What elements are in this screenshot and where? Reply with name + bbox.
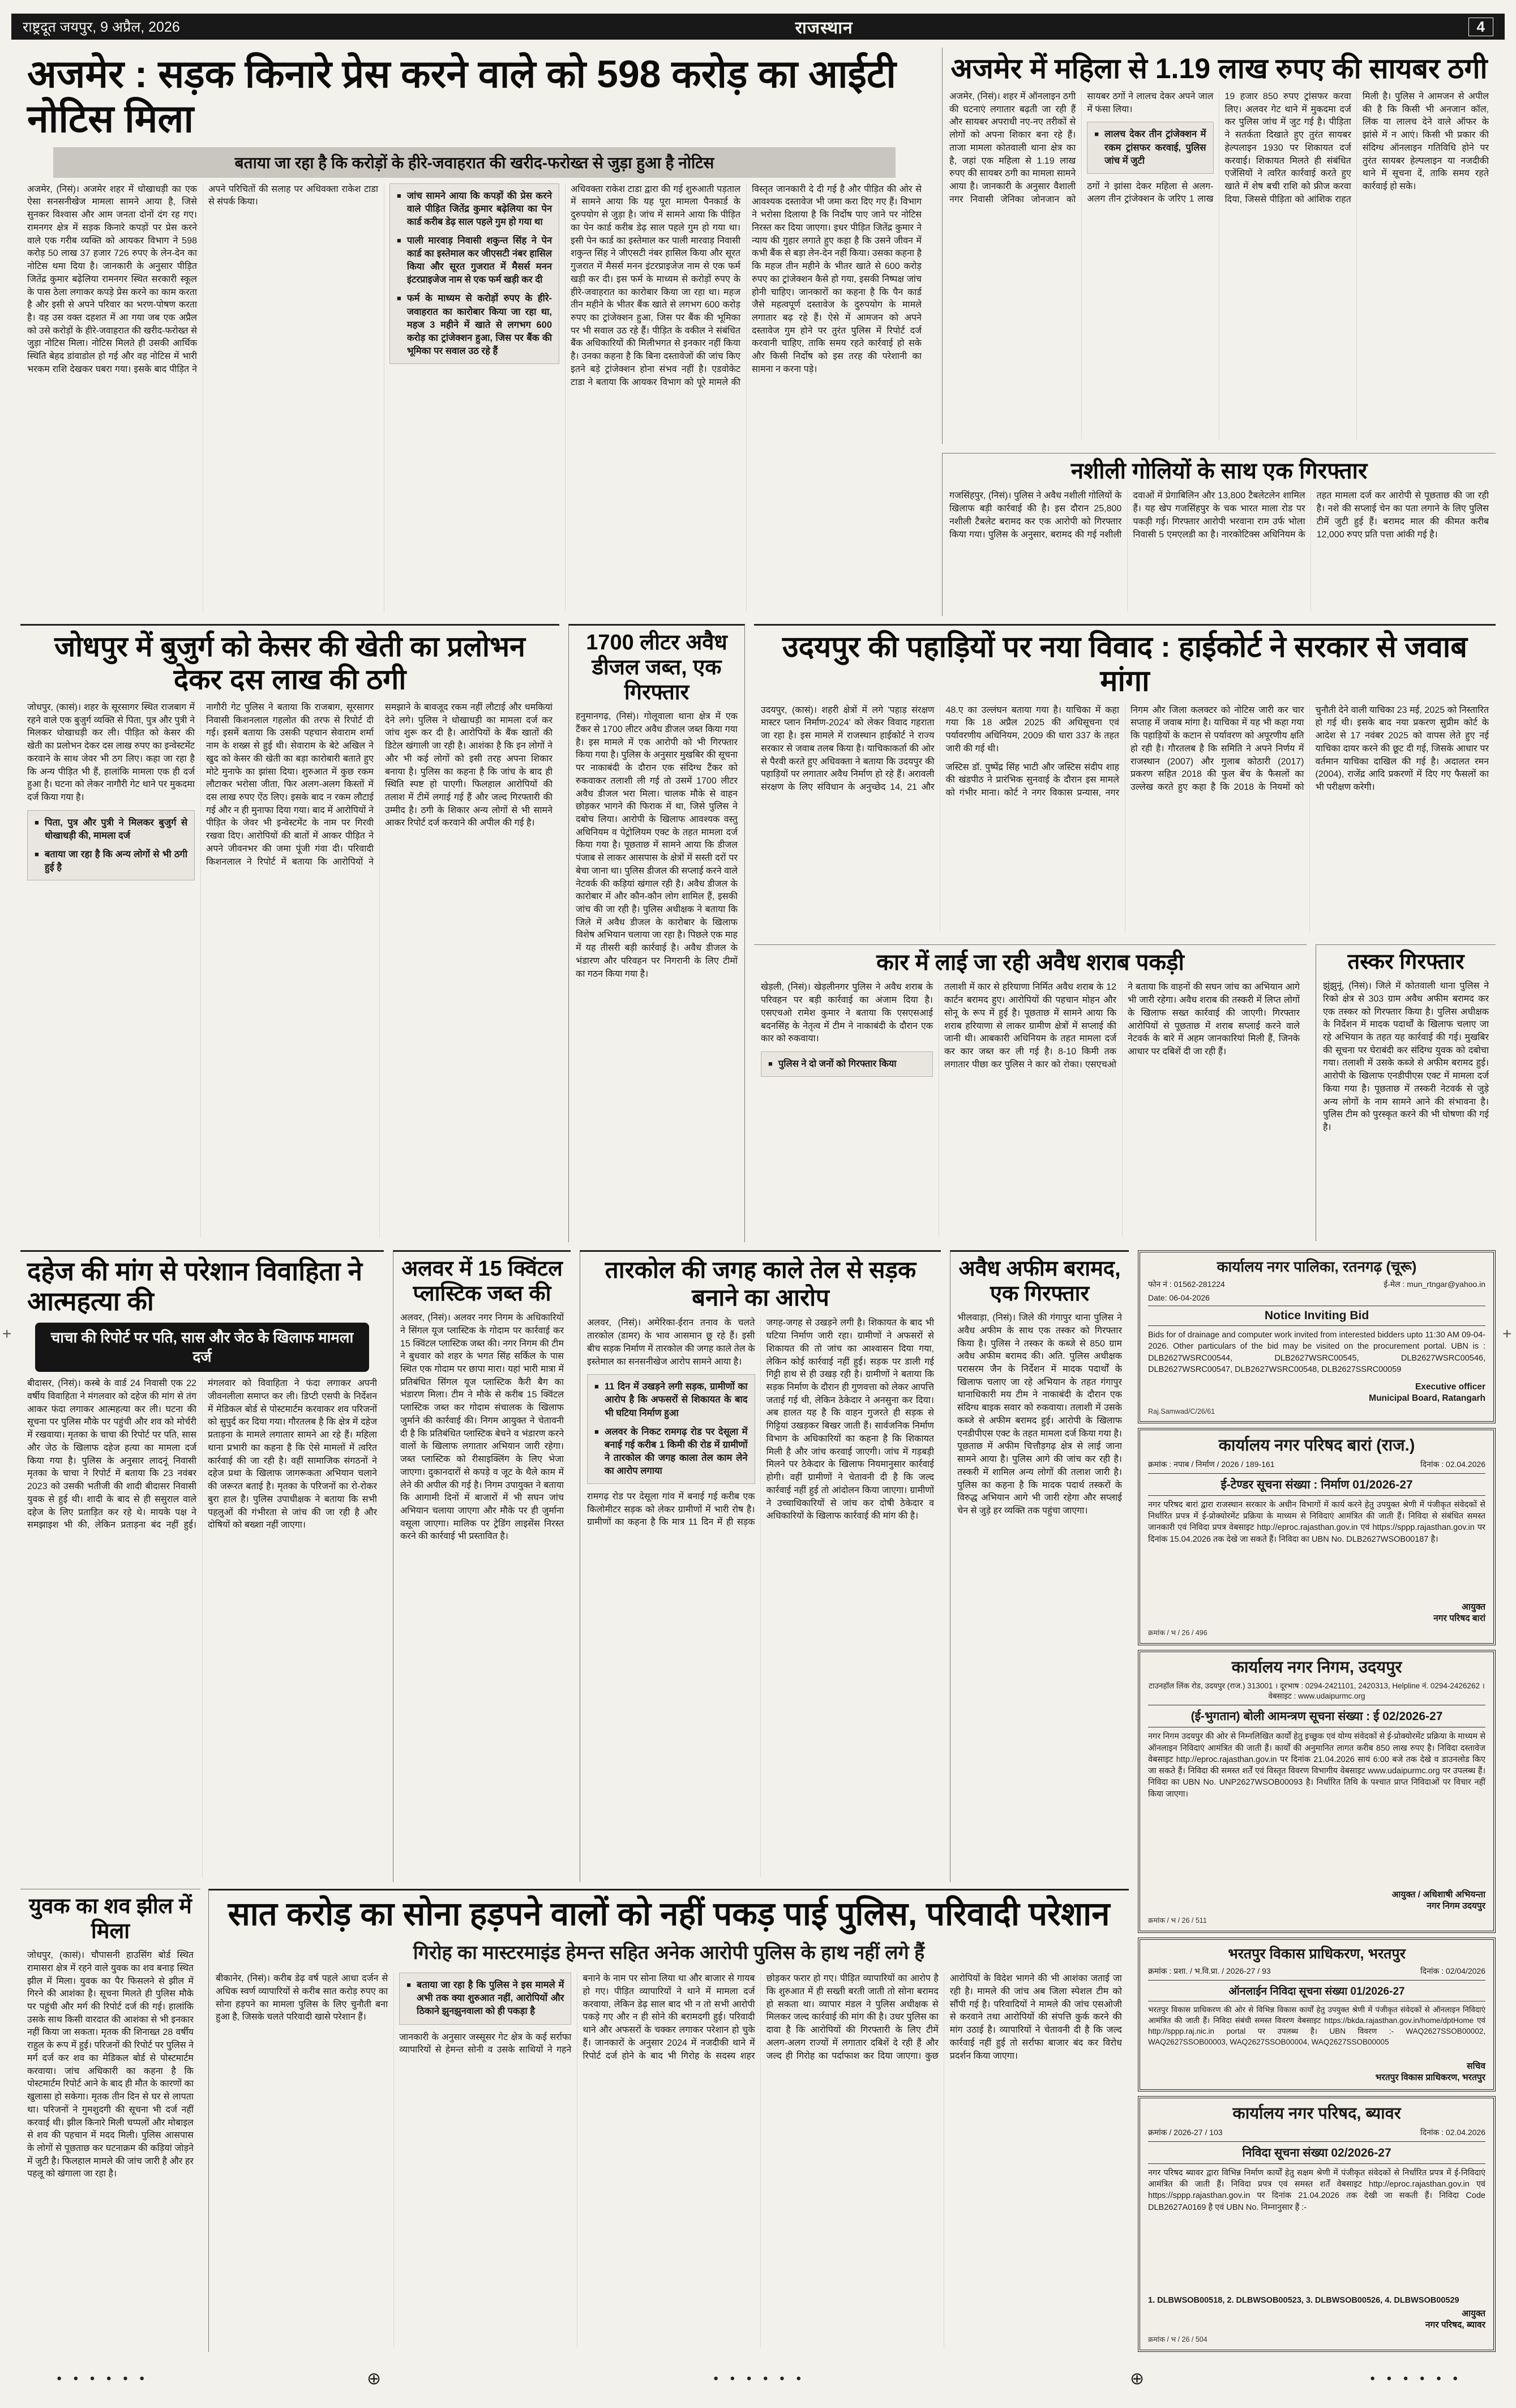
ad-email: ई-मेल : mun_rtngar@yahoo.in	[1384, 1280, 1485, 1289]
article-cyber-fraud	[942, 48, 1496, 444]
article-body	[949, 91, 1489, 439]
article-title: दहेज की मांग से परेशान विवाहिता ने आत्महत्या की	[27, 1256, 362, 1316]
bullet-square-icon: ■	[397, 191, 401, 200]
article-body	[27, 702, 553, 1238]
ad-sign-org: नगर निगम उदयपुर	[1427, 1901, 1485, 1911]
ad-heading: (ई-भुगतान) बोली आमन्त्रण सूचना संख्या : ई 02/2026-27	[1148, 1705, 1485, 1727]
article-pills-seized	[942, 453, 1496, 616]
registration-dots: ● ● ● ● ● ●	[1370, 2373, 1463, 2383]
article-paragraph: अजमेर, (निसं)। अजमेर शहर में धोखाधड़ी का एक ऐसा सनसनीखेज मामला सामने आया है, जिसे सुनकर विश्वास और आम जनता दोनों दंग रह गए। रामनगर क्षेत्र में सड़क किनारे कपड़ों पर प्रेस करने वाले एक गरीब व्यक्ति को आयकर विभाग ने 598 करोड़ 50 लाख 37 हजार 726 रुपए के लेन-देन का नोटिस थमा दिया है। जानकारी के अनुसार पीड़ित जितेंद्र कुमार बढ़ेलिया रामनगर स्थित सरकारी स्कूल के पास ठेला लगाकर कपड़े प्रेस करने का काम करता है और इसी से अपने परिवार का भरण-पोषण करता है। वह उस वक्त दहशत में आ गया जब एक अप्रैल को उसे करोड़ों के हीरे-जवाहरात की खरीद-फरोख्त से जुड़ा नोटिस मिला। नोटिस मिलते ही उसकी आर्थिक स्थिति बेहद डांवाडोल हो गई और वह नोटिस में भारी भरकम राशि देखकर घबरा गया। इसके बाद पीड़ित ने अपने परिचितों की सलाह पर अधिवक्ता राकेश टाडा से संपर्क किया।	[27, 184, 378, 374]
ad-bharatpur-authority	[1138, 1937, 1496, 2092]
article-kesar-fraud	[20, 624, 559, 1242]
article-opium-seized	[950, 1250, 1129, 1882]
ad-sign-org: भरतपुर विकास प्राधिकरण, भरतपुर	[1375, 2072, 1485, 2082]
ad-ratangarh-municipal	[1138, 1250, 1496, 1423]
ad-ubn-list: 1. DLBWSOB00518, 2. DLBWSOB00523, 3. DLBWSOB00526, 4. DLBWSOB00529	[1148, 2295, 1459, 2305]
ad-title: कार्यालय नगर परिषद बारां (राज.)	[1218, 1436, 1415, 1455]
ad-beawar-council	[1138, 2096, 1496, 2352]
highlight-item	[397, 234, 552, 286]
article-subtitle-bar: बताया जा रहा है कि करोड़ों के हीरे-जवाहरात की खरीद-फरोख्त से जुड़ा हुआ है नोटिस	[53, 147, 896, 178]
ad-sign-role: Executive officer	[1415, 1382, 1485, 1392]
article-title: अजमेर में महिला से 1.19 लाख रुपए की सायबर ठगी	[950, 53, 1488, 84]
highlights-box	[399, 1973, 571, 2024]
ad-phone: फोन नं : 01562-281224	[1148, 1280, 1225, 1289]
ad-ref-number: क्रमांक : प्रशा. / भ.वि.प्रा. / 2026-27 / 93	[1148, 1966, 1271, 1975]
ad-date: Date: 06-04-2026	[1148, 1293, 1210, 1303]
article-paragraph: बीदासर, (निसं)। कस्बे के वार्ड 24 निवासी एक 22 वर्षीय विवाहिता ने मंगलवार को दहेज की मांग से तंग आकर फंदा लगाकर आत्महत्या कर ली। घटना की सूचना पर पुलिस मौके पर पहुंची और शव को मोर्चरी में रखवाया। मृतका के चाचा की रिपोर्ट पर पति, सास और जेठ के खिलाफ दहेज हत्या का मामला दर्ज किया गया है। पुलिस के अनुसार लादनूं निवासी मृतका के चाचा ने रिपोर्ट में बताया कि 23 नवंबर 2023 को उसकी भतीजी की शादी बीदासर निवासी युवक से हुई थी। शादी के बाद से ही ससुराल वाले दहेज के लिए प्रताड़ित कर रहे थे। मायके पक्ष ने समझाइश भी की, लेकिन प्रताड़ना बंद नहीं हुई। मंगलवार को विवाहिता ने फंदा लगाकर अपनी जीवनलीला समाप्त कर ली। डिप्टी एसपी के निर्देशन में मेडिकल बोर्ड से पोस्टमार्टम करवाकर शव परिजनों को सुपुर्द कर दिया गया। गौरतलब है कि क्षेत्र में दहेज प्रताड़ना के मामले लगातार सामने आ रहे हैं। महिला थाना प्रभारी का कहना है कि ऐसे मामलों में त्वरित कार्रवाई की जा रही है। वहीं सामाजिक संगठनों ने दहेज प्रथा के खिलाफ जागरूकता अभियान चलाने की जरूरत बताई है। मृतका के परिजनों का रो-रोकर बुरा हाल है। पुलिस उपाधीक्षक ने बताया कि सभी पहलुओं की गंभीरता से जांच की जा रही है और दोषियों को बख्शा नहीं जाएगा।	[27, 1379, 377, 1530]
ad-title: कार्यालय नगर परिषद, ब्यावर	[1232, 2105, 1401, 2123]
ad-date: दिनांक : 02/04/2026	[1420, 1966, 1485, 1975]
highlight-item	[406, 1979, 564, 2018]
bullet-square-icon: ■	[406, 1981, 412, 1990]
ad-title: भरतपुर विकास प्राधिकरण, भरतपुर	[1228, 1946, 1406, 1962]
article-smuggler-arrested	[1316, 944, 1496, 1241]
article-title: तारकोल की जगह काले तेल से सड़क बनाने का आरोप	[605, 1256, 917, 1311]
ad-heading: ऑनलाईन निविदा सूचना संख्या 01/2026-27	[1148, 1980, 1485, 2001]
bullet-square-icon: ■	[397, 236, 401, 245]
article-paragraph: अलवर, (निसं)। अमेरिका-ईरान तनाव के चलते तारकोल (डामर) के भाव आसमान छू रहे हैं। इसी बीच सड़क निर्माण में तारकोल की जगह काले तेल के इस्तेमाल का सनसनीखेज आरोप सामने आया है।	[587, 1318, 755, 1367]
ad-footnote: क्रमांक / भ / 26 / 511	[1148, 1917, 1207, 1924]
highlight-text: पाली मारवाड़ निवासी शकुन्त सिंह ने पेन कार्ड का इस्तेमाल कर जीएसटी नंबर हासिल किया और सूरत गुजरात में मैसर्स मनन इंटरप्राइजेज नाम से एक फर्म खड़ी कर दी	[406, 236, 552, 285]
article-title: तस्कर गिरफ्तार	[1347, 950, 1464, 974]
highlights-box	[761, 1051, 933, 1077]
article-title: सात करोड़ का सोना हड़पने वालों को नहीं पकड़ पाई पुलिस, परिवादी परेशान	[228, 1896, 1110, 1932]
article-body	[761, 981, 1300, 1237]
ad-sign-role: आयुक्त	[1462, 2308, 1485, 2319]
article-body	[949, 490, 1489, 611]
ad-sign-role: आयुक्त / अधिशाषी अभियन्ता	[1391, 1889, 1485, 1900]
ad-signature	[1148, 1602, 1485, 1624]
article-body	[587, 1317, 934, 1877]
ad-sign-role: आयुक्त	[1462, 1602, 1485, 1612]
article-title: 1700 लीटर अवैध डीजल जब्त, एक गिरफ्तार	[586, 631, 727, 705]
highlight-text: अलवर के निकट रामगढ़ रोड पर देसूला में बनाई गई करीब 1 किमी की रोड में ग्रामीणों ने तारकोल की जगह काला तेल काम लेने का आरोप लगाया	[604, 1426, 748, 1476]
registration-dots: ● ● ● ● ● ●	[57, 2373, 149, 2383]
highlight-text: फर्म के माध्यम से करोड़ों रुपए के हीरे-जवाहरात का कारोबार किया जा रहा था, महज 3 महीने में खाते से लगभग 600 करोड़ का ट्रांजेक्शन हुआ, जिस पर बैंक की भूमिका पर सवाल उठ रहे हैं	[406, 293, 552, 356]
article-paragraph: भीलवाड़ा, (निसं)। जिले की गंगापुर थाना पुलिस ने अवैध अफीम के साथ एक तस्कर को गिरफ्तार किया है। पुलिस ने तस्कर के कब्जे से 850 ग्राम अवैध अफीम बरामद की। अति. पुलिस अधीक्षक परासरम जैन के निर्देशन में मादक पदार्थों के खिलाफ चलाए जा रहे अभियान के तहत गंगापुर थानाधिकारी मय टीम ने नाकाबंदी के दौरान एक संदिग्ध बाइक सवार को रुकवाया। तलाशी में उसके कब्जे से अफीम बरामद हुई। आरोपी के खिलाफ एनडीपीएस एक्ट के तहत मामला दर्ज किया गया है। पूछताछ में अफीम चित्तौड़गढ़ क्षेत्र से लाई जाना सामने आया है। पुलिस आगे की जांच कर रही है। तस्करी में शामिल अन्य लोगों की तलाश जारी है। पुलिस का कहना है कि मादक पदार्थ तस्करों के विरुद्ध अभियान आगे भी जारी रहेगा और सप्लाई चेन से जुड़े हर व्यक्ति तक पहुंचा जाएगा।	[957, 1313, 1122, 1516]
highlight-item	[35, 816, 187, 842]
registration-dots: ● ● ● ● ● ●	[713, 2373, 806, 2383]
highlight-item	[35, 848, 187, 874]
highlights-box	[1087, 122, 1213, 173]
highlight-text: पिता, पुत्र और पुत्री ने मिलकर बुजुर्ग से धोखाधड़ी की, मामला दर्ज	[44, 817, 187, 841]
highlights-box	[27, 810, 195, 880]
highlight-item	[594, 1426, 748, 1478]
article-plastic-seized	[393, 1250, 571, 1882]
ad-body: Bids for of drainage and computer work invited from interested bidders upto 11:30 AM 09-04-2026. Other particulars of the bid may be visited on the procurement portal. UBN is : DLB2627WSRC00544, DLB2627WSRC00545, DLB2627WSRC00546, DLB2627WSRC00547, DLB2627WSRC00548, DLB2627SSRC00059	[1148, 1331, 1485, 1375]
ad-meta	[1148, 1966, 1485, 1977]
registration-plus-icon: +	[1502, 1325, 1512, 1342]
ad-signature	[1148, 2061, 1485, 2084]
ad-date-row	[1148, 1293, 1485, 1302]
article-title: जोधपुर में बुजुर्ग को केसर की खेती का प्रलोभन देकर दस लाख की ठगी	[54, 631, 525, 695]
bullet-square-icon: ■	[35, 818, 39, 827]
ad-footnote: Raj.Samwad/C/26/61	[1148, 1408, 1215, 1415]
highlight-text: 11 दिन में उखड़ने लगी सड़क, ग्रामीणों का आरोप है कि अफसरों से शिकायत के बाद भी घटिया निर्माण हुआ	[604, 1382, 748, 1418]
ad-address: टाउनहॉल लिंक रोड, उदयपुर (राज.) 313001 । दूरभाष : 0294-2421101, 2420313, Helpline नं. 0294-2426262 । वेबसाइट : www.udaipurmc.org	[1149, 1681, 1485, 1701]
article-paragraph: अलवर, (निसं)। अलवर नगर निगम के अधिकारियों ने सिंगल यूज प्लास्टिक के गोदाम पर कार्रवाई कर 15 क्विंटल प्लास्टिक जब्त की। नगर निगम की टीम ने बुधवार को शहर के भगत सिंह सर्किल के पास स्थित एक गोदाम पर छापा मारा। यहां भारी मात्रा में प्रतिबंधित सिंगल यूज प्लास्टिक कैरी बैग का भंडारण मिला। टीम ने मौके से करीब 15 क्विंटल प्लास्टिक जब्त कर गोदाम संचालक के खिलाफ जुर्माने की कार्रवाई की। निगम आयुक्त ने चेतावनी दी है कि प्रतिबंधित प्लास्टिक बेचने व भंडारण करने वालों के खिलाफ लगातार अभियान जारी रहेगा। जब्त प्लास्टिक को रीसाइक्लिंग के लिए भेजा जाएगा। दुकानदारों से कपड़े व जूट के थैले काम में लेने की अपील की गई है। निगम उपायुक्त ने बताया कि आगामी दिनों में बाजारों में भी सघन जांच अभियान चलाया जाएगा और मौके पर ही जुर्माना वसूला जाएगा। मालिक पर ट्रेडिंग लाइसेंस निरस्त करने की कार्रवाई भी प्रस्तावित है।	[400, 1313, 564, 1542]
article-paragraph: उदयपुर, (कासं)। शहरी क्षेत्रों में लगे 'पहाड़ संरक्षण मास्टर प्लान निर्माण-2024' को लेकर विवाद गहराता जा रहा है। इस मामले में राजस्थान हाईकोर्ट ने राज्य सरकार से जवाब तलब किया है। याचिकाकर्ता की ओर से पैरवी करते हुए अधिवक्ता ने बताया कि उदयपुर की पहाड़ियों पर लगातार अवैध निर्माण हो रहे हैं। अरावली संरक्षण के लिए संविधान के अनुच्छेद 14, 21 और 48.ए का उल्लंघन बताया गया है। याचिका में कहा गया कि 18 अप्रैल 2025 की अधिसूचना एवं पर्यावरणीय अधिनियम, 2009 की धारा 337 के तहत जारी की गई थी।	[761, 705, 1119, 792]
ad-baran-council	[1138, 1428, 1496, 1645]
highlight-item	[1094, 128, 1206, 167]
highlights-box	[587, 1374, 755, 1484]
bullet-square-icon: ■	[35, 849, 39, 858]
ad-date: दिनांक : 02.04.2026	[1420, 1459, 1485, 1469]
article-paragraph: जस्टिस डॉ. पुष्पेंद्र सिंह भाटी और जस्टिस संदीप शाह की खंडपीठ ने प्रारंभिक सुनवाई के दौरान इस मामले को गंभीर माना। कोर्ट ने नगर विकास प्रन्यास, नगर निगम और जिला कलक्टर को नोटिस जारी कर चार सप्ताह में जवाब मांगा है। याचिका में यह भी कहा गया कि पहाड़ियों के कटान से पर्यावरण को अपूरणीय क्षति हो रही है। गौरतलब है कि समिति ने अपने निर्णय में राजस्थान (2007) और गुलाब कोठारी (2017) प्रकरण सहित 2018 की फुल बेंच के फैसलों का उल्लेख करते हुए कहा है कि 2018 के नियमों को चुनौती देने वाली याचिका 23 मई, 2025 को निस्तारित हो गई थी। इसके बाद नया प्रकरण सुप्रीम कोर्ट के आदेश से 17 नवंबर 2025 को वापस लेते हुए नई याचिका दायर करने की छूट दी गई, जिसके आधार पर वर्तमान याचिका दाखिल की गई है। अदालत रमन (2004), राजेंद्र आदि प्रकरणों में दिए गए फैसलों का भी परीक्षण करेगी।	[945, 705, 1489, 798]
article-body	[216, 1973, 1122, 2347]
ad-signature	[1148, 2308, 1485, 2331]
article-paragraph: नागौरी गेट पुलिस ने बताया कि राजबाग, सूरसागर निवासी किशनलाल गहलोत की तरफ से रिपोर्ट दी गई। इसमें बताया कि उसकी पहचान सेवाराम शर्मा नाम के शख्स से हुई थी। सेवाराम के बेटे अखिल ने खुद को केसर की खेती का बड़ा कारोबारी बताते हुए मोटे मुनाफे का झांसा दिया। शुरुआत में कुछ रकम लौटाकर भरोसा जीता, फिर अलग-अलग किस्तों में दस लाख रुपए ऐंठ लिए। इसके बाद न रकम लौटाई गई और न ही मुनाफा दिया गया। बाद में आरोपियों ने पीड़ित के जेवर भी इन्वेस्टमेंट के नाम पर गिरवी रखवा दिए। आरोपियों की बातों में आकर पीड़ित ने अपने जीवनभर की जमा पूंजी गंवा दी। परिवादी किशनलाल ने रिपोर्ट में बताया कि आरोपियों ने समझाने के बावजूद रकम नहीं लौटाई और धमकियां देने लगे। पुलिस ने धोखाधड़ी का मामला दर्ज कर जांच शुरू कर दी है। आरोपियों के बैंक खातों की डिटेल खंगाली जा रही है। आशंका है कि इन लोगों ने और भी कई लोगों को इसी तरह अपना शिकार बनाया है। पुलिस का कहना है कि जांच के बाद ही स्थिति स्पष्ट हो पाएगी। फिलहाल आरोपियों की तलाश में टीमें लगाई गई हैं और जल्द गिरफ्तारी की उम्मीद है। ठगी के शिकार अन्य लोगों से भी सामने आकर रिपोर्ट दर्ज करवाने की अपील की गई है।	[206, 703, 553, 867]
ad-body: नगर परिषद बारां द्वारा राजस्थान सरकार के अधीन विभागों में कार्य करने हेतु उपयुक्त श्रेणी में पंजीकृत संवेदकों से निर्धारित प्रपत्र में ई-प्रोक्योरमेंट प्रक्रिया के माध्यम से निविदाएं आमंत्रित की जाती हैं। निविदा से संबंधित समस्त जानकारी एवं निविदा प्रपत्र वेबसाइट http://eproc.rajasthan.gov.in एवं https://sppp.rajasthan.gov.in पर दिनांक 15.04.2026 तक देखे जा सकते हैं। निविदा का UBN No. DLB2627WSOB00187 है।	[1148, 1500, 1485, 1544]
article-paragraph: हनुमानगढ़, (निसं)। गोलूवाला थाना क्षेत्र में एक टैंकर से 1700 लीटर अवैध डीजल जब्त किया गया है। इस मामले में एक आरोपी को भी गिरफ्तार किया गया है। पुलिस के अनुसार मुखबिर की सूचना पर नाकाबंदी के दौरान एक संदिग्ध टैंकर को रुकवाकर तलाशी ली गई तो उसमें 1700 लीटर अवैध डीजल भरा मिला। चालक मौके से वाहन छोड़कर भागने की फिराक में था, जिसे पुलिस ने दबोच लिया। आरोपी के खिलाफ आवश्यक वस्तु अधिनियम व पेट्रोलियम एक्ट के तहत मामला दर्ज किया गया है। पूछताछ में सामने आया कि डीजल पंजाब से लाकर आसपास के क्षेत्रों में सस्ती दरों पर बेचा जाना था। पुलिस डीजल की सप्लाई करने वाले नेटवर्क की कड़ियां खंगाल रही है। अवैध डीजल के कारोबार में और कौन-कौन लोग शामिल हैं, इसकी जांच की जा रही है। पुलिस अधीक्षक ने बताया कि जिले में अवैध डीजल के कारोबार के खिलाफ विशेष अभियान चलाया जा रहा है। पिछले एक माह में यह तीसरी बड़ी कार्रवाई है। अवैध डीजल के भंडारण और परिवहन पर निगरानी के लिए टीमों का गठन किया गया है।	[576, 712, 738, 979]
article-diesel-seized	[568, 624, 745, 1242]
ad-signature	[1148, 1889, 1485, 1912]
article-title: अलवर में 15 क्विंटल प्लास्टिक जब्त की	[401, 1257, 563, 1306]
highlight-text: बताया जा रहा है कि पुलिस ने इस मामले में अभी तक क्या शुरुआत नहीं, आरोपियों और ठिकाने झुनझुनवाला को ही पकड़ा है	[417, 1980, 564, 2017]
article-body	[400, 1312, 564, 1877]
highlight-text: लालच देकर तीन ट्रांजेक्शन में रकम ट्रांसफर करवाई, पुलिस जांच में जुटी	[1104, 129, 1206, 166]
article-body	[957, 1312, 1122, 1877]
highlight-item	[397, 292, 552, 357]
article-paragraph: ठगों ने झांसा देकर महिला से अलग-अलग तीन ट्रांजेक्शन के जरिए 1 लाख 19 हजार 850 रुपए ट्रांसफर करवा लिए। अलवर गेट थाने में मुकदमा दर्ज कर पुलिस जांच में जुट गई है। पीड़िता ने सतर्कता दिखाते हुए तुरंत सायबर हेल्पलाइन 1930 पर शिकायत दर्ज करवाई। शिकायत मिलते ही संबंधित एजेंसियों ने त्वरित कार्रवाई करते हुए खाते में शेष बची राशि को फ्रीज करवा दिया, जिससे पीड़िता को आंशिक राहत मिली है। पुलिस ने आमजन से अपील की है कि किसी भी अनजान कॉल, लिंक या लालच देने वाले ऑफर के झांसे में न आएं। किसी भी प्रकार की संदिग्ध ऑनलाइन गतिविधि होने पर तुरंत सायबर हेल्पलाइन या नजदीकी थाने में सूचना दें, ताकि समय रहते कार्रवाई हो सके।	[1087, 92, 1489, 204]
article-title: युवक का शव झील में मिला	[29, 1894, 192, 1944]
ad-heading: निविदा सूचना संख्या 02/2026-27	[1148, 2141, 1485, 2164]
article-body	[1323, 980, 1489, 1237]
article-paragraph: झुंझुनूं, (निसं)। जिले में कोतवाली थाना पुलिस ने रिको क्षेत्र से 303 ग्राम अवैध अफीम बरामद कर एक तस्कर को गिरफ्तार किया है। पुलिस अधीक्षक के निर्देशन में मादक पदार्थों के खिलाफ चलाए जा रहे अभियान के तहत यह कार्रवाई की गई। मुखबिर की सूचना पर घेराबंदी कर संदिग्ध युवक को दबोचा गया। तलाशी में उसके कब्जे से अफीम बरामद हुई। आरोपी के खिलाफ एनडीपीएस एक्ट में मामला दर्ज किया गया है। पूछताछ में तस्करी नेटवर्क से जुड़े अन्य लोगों के नाम सामने आने की संभावना है। पुलिस टीम को पुरस्कृत करने की भी घोषणा की गई है।	[1323, 981, 1489, 1132]
ad-heading: Notice Inviting Bid	[1148, 1306, 1485, 1326]
registration-cross-icon: ⊕	[1130, 2369, 1145, 2388]
article-ajmer-it-notice	[20, 48, 928, 616]
article-udaipur-hills	[754, 624, 1496, 936]
article-paragraph: जानकारी के अनुसार जस्सूसर गेट क्षेत्र के कई सर्राफा व्यापारियों से हेमन्त सोनी व उसके साथियों ने गहने बनाने के नाम पर सोना लिया था और बाजार से गायब हो गए। पीड़ित व्यापारियों ने थाने में मामला दर्ज करवाया, लेकिन डेढ़ साल बाद भी न तो सभी आरोपी पकड़े गए और न ही सोने की बरामदगी हुई। परिवादी थाने और अफसरों के चक्कर लगाकर परेशान हो चुके हैं। जानकारों के अनुसार 2024 में नजदीकी थाने में रिपोर्ट दर्ज होने के बाद भी गिरोह के सदस्य शहर छोड़कर फरार हो गए। पीड़ित व्यापारियों का आरोप है कि शुरुआत में ही सख्ती बरती जाती तो सोना बरामद हो सकता था। व्यापार मंडल ने पुलिस अधीक्षक से मिलकर जल्द कार्रवाई की मांग की है। उधर पुलिस का दावा है कि आरोपियों की गिरफ्तारी के लिए टीमें अलग-अलग राज्यों में लगातार दबिशें दे रही हैं और जल्द ही गिरोह का पर्दाफाश कर दिया जाएगा। कुछ आरोपियों के विदेश भागने की भी आशंका जताई जा रही है। मामले की जांच अब जिला स्पेशल टीम को सौंपी गई है। परिवादियों ने मामले की जांच एसओजी से करवाने तथा आरोपियों की संपत्ति कुर्क करने की मांग उठाई है। व्यापारियों ने चेतावनी दी है कि जल्द कार्रवाई नहीं हुई तो सर्राफा बाजार बंद कर विरोध प्रदर्शन किया जाएगा।	[399, 1974, 1122, 2061]
article-body	[27, 1378, 377, 1877]
ad-sign-org: Municipal Board, Ratangarh	[1369, 1393, 1485, 1403]
ad-footnote: क्रमांक / भ / 26 / 504	[1148, 2336, 1207, 2343]
article-paragraph: अधिवक्ता राकेश टाडा द्वारा की गई शुरुआती पड़ताल में सामने आया कि यह पूरा मामला पैनकार्ड के दुरुपयोग से जुड़ा है। जांच में सामने आया कि पीड़ित का पेन कार्ड करीब डेढ़ साल पहले गुम हो गया था। इसी पेन कार्ड का इस्तेमाल कर पाली मारवाड़ निवासी शकुन्त सिंह ने जीएसटी नंबर हासिल किया और सूरत गुजरात में मैसर्स मनन इंटरप्राइजेज नाम से एक फर्म खड़ी कर दी। इस फर्म के माध्यम से करोड़ों रुपए के हीरे-जवाहरात का कारोबार किया जा रहा था। महज तीन महीने के भीतर बैंक खाते से लगभग 600 करोड़ रुपए का ट्रांजेक्शन हुआ, जिस पर बैंक की भूमिका पर भी सवाल उठ रहे हैं। पीड़ित के वकील ने संबंधित बैंक अधिकारियों की मिलीभगत से इनकार नहीं किया है। उनका कहना है कि बिना दस्तावेजों की जांच किए इतने बड़े ट्रांजेक्शन होना संभव नहीं है। एडवोकेट टाडा ने बताया कि आयकर विभाग को पूरे मामले की विस्तृत जानकारी दे दी गई है और पीड़ित की ओर से आवश्यक दस्तावेज भी जमा करा दिए गए हैं। विभाग ने भरोसा दिलाया है कि निर्दोष पाए जाने पर नोटिस निरस्त कर दिया जाएगा। इधर पीड़ित जितेंद्र कुमार ने न्याय की गुहार लगाते हुए कहा है कि उसने जीवन में कभी बैंक से बड़ा लेन-देन नहीं किया। उसका कहना है कि महज तीन महीने के भीतर खाते से 600 करोड़ रुपए का ट्रांजेक्शन कैसे हो गया, इसकी निष्पक्ष जांच होनी चाहिए। जानकारों का कहना है कि पैन कार्ड जैसे महत्वपूर्ण दस्तावेज के दुरुपयोग के मामले लगातार बढ़ रहे हैं। ऐसे में आमजन को अपने दस्तावेज गुम होने पर तुरंत पुलिस में रिपोर्ट दर्ज करवानी चाहिए, ताकि समय रहते कार्रवाई हो सके और किसी निर्दोष को इस तरह की परेशानी का सामना न करना पड़े।	[571, 184, 922, 387]
ad-body: नगर निगम उदयपुर की ओर से निम्नलिखित कार्यों हेतु इच्छुक एवं योग्य संवेदकों से ई-प्रोक्योरमेंट प्रक्रिया के माध्यम से ऑनलाइन निविदाएं आमंत्रित की जाती हैं। कार्यों की अनुमानित लागत करीब 850 लाख रुपए है। निविदा दस्तावेज वेबसाइट http://eproc.rajasthan.gov.in पर दिनांक 21.04.2026 सायं 6:00 बजे तक देखे व डाउनलोड किए जा सकते हैं। निविदा की समस्त शर्तें एवं विस्तृत विवरण विभागीय वेबसाइट www.udaipurmc.org पर उपलब्ध हैं। निविदा का UBN No. UNP2627WSOB00093 है। निर्धारित तिथि के पश्चात प्राप्त निविदाओं पर विचार नहीं किया जाएगा।	[1148, 1732, 1485, 1799]
masthead-section-title: राजस्थान	[795, 18, 853, 37]
article-title: कार में लाई जा रही अवैध शराब पकड़ी	[876, 950, 1184, 975]
bullet-square-icon: ■	[397, 294, 401, 303]
bullet-square-icon: ■	[594, 1382, 599, 1391]
highlight-text: पुलिस ने दो जनों को गिरफ्तार किया	[778, 1058, 897, 1069]
highlight-text: बताया जा रहा है कि अन्य लोगों से भी ठगी हुई है	[44, 849, 187, 873]
highlight-item	[594, 1380, 748, 1419]
article-paragraph: तलाशी में कार से हरियाणा निर्मित अवैध शराब के 12 कार्टन बरामद हुए। आरोपियों की पहचान मोहन और सोनू के रूप में हुई है। पूछताछ में सामने आया कि शराब हरियाणा से लाकर ग्रामीण क्षेत्रों में सप्लाई की जानी थी। आबकारी अधिनियम के तहत मामला दर्ज कर कार जब्त कर ली गई है। 8-10 किमी तक लगातार पीछा कर पुलिस ने कार को रोका। एसएचओ ने बताया कि वाहनों की सघन जांच का अभियान आगे भी जारी रहेगा। अवैध शराब की तस्करी में लिप्त लोगों के खिलाफ सख्त कार्रवाई की जाएगी। गिरफ्तार आरोपियों से पूछताछ में शराब सप्लाई करने वाले नेटवर्क के बारे में अहम जानकारियां मिली हैं, जिनके आधार पर दबिशें दी जा रही हैं।	[944, 982, 1300, 1070]
article-body-found-lake	[20, 1889, 200, 2352]
highlight-text: जांच सामने आया कि कपड़ों की प्रेस करने वाले पीड़ित जितेंद्र कुमार बढ़ेलिया का पेन कार्ड करीब डेढ़ साल पहले गुम हो गया था	[406, 190, 552, 227]
ad-ref-number: क्रमांक / 2026-27 / 103	[1148, 2127, 1223, 2137]
ad-ref-number: क्रमांक : नपाब / निर्माण / 2026 / 189-161	[1148, 1459, 1275, 1469]
article-dowry-suicide	[20, 1250, 384, 1882]
article-title: उदयपुर की पहाड़ियों पर नया विवाद : हाईकोर्ट ने सरकार से जवाब मांगा	[782, 631, 1467, 698]
article-paragraph: जोधपुर, (कासं)। चौपासनी हाउसिंग बोर्ड स्थित रामासरा क्षेत्र में रहने वाले युवक का शव बनाड़ स्थित झील में मिला। युवक का पैर फिसलने से झील में गिरने की आशंका है। सूचना मिलते ही पुलिस मौके पर पहुंची और मर्ग की रिपोर्ट दर्ज की गई। हालांकि उसके साथ किसी वारदात की आशंका से भी इनकार नहीं किया जा सकता। मृतक की शिनाख्त 28 वर्षीय राहुल के रूप में हुई। परिजनों की रिपोर्ट पर पुलिस ने मर्ग दर्ज कर शव का मेडिकल बोर्ड से पोस्टमार्टम करवाया। जांच अधिकारी का कहना है कि पोस्टमार्टम रिपोर्ट आने के बाद ही मौत के कारणों का खुलासा हो सकेगा। मृतक तीन दिन से घर से लापता था। परिजनों ने गुमशुदगी की सूचना भी दर्ज नहीं करवाई थी। झील किनारे मिली चप्पलों और मोबाइल से शव की पहचान में मदद मिली। पुलिस आसपास के लोगों से पूछताछ कर घटनाक्रम की कड़ियां जोड़ने में जुटी है। फिलहाल मामले की जांच जारी है और हर पहलू को खंगाला जा रहा है।	[27, 1951, 194, 2179]
bullet-square-icon: ■	[768, 1059, 773, 1068]
masthead-page-number: 4	[1468, 18, 1493, 36]
ad-date: दिनांक : 02.04.2026	[1420, 2127, 1485, 2137]
article-title: अजमेर : सड़क किनारे प्रेस करने वाले को 598 करोड़ का आईटी नोटिस मिला	[27, 53, 896, 140]
ad-sign-role: सचिव	[1467, 2061, 1485, 2071]
article-paragraph: जोधपुर, (कासं)। शहर के सूरसागर स्थित राजबाग में रहने वाले एक बुजुर्ग व्यक्ति से पिता, पुत्र और पुत्री ने मिलकर धोखाधड़ी कर ली। पीड़ित को केसर की खेती का प्रलोभन देकर दस लाख रुपए का इन्वेस्टमेंट करवाने के साथ जेवर भी ठग लिए। कहा जा रहा है कि अन्य पीड़ित भी हैं, हालांकि मामला एक ही दर्ज हुआ है। घटना को लेकर नागौरी गेट थाने पर मुकदमा दर्ज किया गया है।	[27, 703, 195, 803]
article-kicker-bar: चाचा की रिपोर्ट पर पति, सास और जेठ के खिलाफ मामला दर्ज	[35, 1323, 369, 1372]
highlight-item	[397, 190, 552, 229]
ad-signature	[1148, 1382, 1485, 1404]
bullet-square-icon: ■	[594, 1427, 599, 1436]
ad-body: भरतपुर विकास प्राधिकरण की ओर से विभिन्न विकास कार्यों हेतु उपयुक्त श्रेणी में पंजीकृत संवेदकों से ऑनलाइन निविदाएं आमंत्रित की जाती हैं। निविदा संबंधी समस्त विवरण वेबसाइट https://bkda.rajasthan.gov.in/home/dptHome एवं http://sppp.raj.nic.in portal पर उपलब्ध है। UBN विवरण :- WAQ2627SSOB00002, WAQ2627SSOB00003, WAQ2627SSOB00004, WAQ2627SSOB00005	[1148, 2005, 1485, 2046]
ad-meta	[1148, 1279, 1485, 1290]
article-body	[27, 1949, 194, 2347]
article-paragraph: गजसिंहपुर, (निसं)। पुलिस ने अवैध नशीली गोलियों के खिलाफ बड़ी कार्रवाई की है। इस दौरान 25,800 नशीली टैबलेट बरामद कर एक आरोपी को गिरफ्तार किया गया। पुलिस के अनुसार, बरामद की गई नशीली दवाओं में प्रेगाबिलिन और 13,800 टैबलेटलेन शामिल हैं। यह खेप गजसिंहपुर के चक भारत माला रोड पर पकड़ी गई। गिरफ्तार आरोपी भरवाना राम उर्फ भोला निवासी 5 एमएलडी का है। नारकोटिक्स अधिनियम के तहत मामला दर्ज कर आरोपी से पूछताछ की जा रही है। नशे की सप्लाई चेन का पता लगाने के लिए पुलिस टीमें जुटी हुई हैं। बरामद माल की कीमत करीब 12,000 रुपए प्रति पत्ता आंकी गई है।	[949, 491, 1489, 540]
article-title: अवैध अफीम बरामद, एक गिरफ्तार	[958, 1257, 1121, 1306]
ad-meta	[1148, 2127, 1485, 2138]
bullet-square-icon: ■	[1094, 130, 1099, 139]
ad-body: नगर परिषद ब्यावर द्वारा विभिन्न निर्माण कार्यों हेतु सक्षम श्रेणी में पंजीकृत संवेदकों से निर्धारित प्रपत्र में ई-निविदाएं आमंत्रित की जाती हैं। निविदा प्रपत्र एवं समस्त शर्तें वेबसाइट http://eproc.rajasthan.gov.in एवं https://sppp.rajasthan.gov.in पर दिनांक 21.04.2026 तक देखी जा सकती हैं। निविदा Code DLB2627A0169 है एवं UBN No. निम्नानुसार हैं :-	[1148, 2168, 1485, 2212]
article-liquor-car	[754, 944, 1307, 1241]
article-paragraph: खेड़ली, (निसं)। खेड़लीनगर पुलिस ने अवैध शराब के परिवहन पर बड़ी कार्रवाई का अंजाम दिया है। एसएचओ रामेश कुमार ने बताया कि एसएसआई बदनसिंह के नेतृत्व में टीम ने नाकाबंदी के दौरान एक कार को रुकवाया।	[761, 982, 933, 1044]
article-paragraph: रामगढ़ रोड पर देसूला गांव में बनाई गई करीब एक किलोमीटर सड़क को लेकर ग्रामीणों में भारी रोष है। ग्रामीणों का कहना है कि मात्र 11 दिन में ही सड़क जगह-जगह से उखड़ने लगी है। शिकायत के बाद भी घटिया निर्माण जारी रहा। ग्रामीणों ने अफसरों से शिकायत की तो जांच का आश्वासन दिया गया, लेकिन कोई कार्रवाई नहीं हुई। सड़क पर डाली गई गिट्टी हाथ से ही उखड़ रही है। ग्रामीणों ने बताया कि सड़क निर्माण के दौरान ही गुणवत्ता को लेकर आपत्ति जताई गई थी, लेकिन ठेकेदार ने अनसुना कर दिया। अब हालत यह है कि वाहन गुजरते ही सड़क से गिट्टियां उखड़कर बिखर जाती हैं। सार्वजनिक निर्माण विभाग के अधिकारियों का कहना है कि शिकायत मिली है और जांच करवाई जाएगी। जांच में गड़बड़ी मिलने पर ठेकेदार के खिलाफ नियमानुसार कार्रवाई होगी। वहीं ग्रामीणों ने चेतावनी दी है कि जल्द कार्रवाई नहीं हुई तो आंदोलन किया जाएगा। ग्रामीणों ने उच्चाधिकारियों से जांच कर दोषी ठेकेदार व अधिकारियों के खिलाफ कार्रवाई की मांग की है।	[587, 1318, 934, 1528]
article-paragraph: बीकानेर, (निसं)। करीब डेढ़ वर्ष पहले आधा दर्जन से अधिक स्वर्ण व्यापारियों से करीब सात करोड़ रुपए का सोना हड़पने का मामला पुलिस के लिए चुनौती बना हुआ है, जिसके चलते परिवादी खासे परेशान हैं।	[216, 1974, 388, 2022]
ad-footnote: क्रमांक / भ / 26 / 496	[1148, 1629, 1207, 1637]
ad-udaipur-nigam	[1138, 1650, 1496, 1933]
article-title: नशीली गोलियों के साथ एक गिरफ्तार	[1070, 459, 1368, 484]
article-paragraph: अजमेर, (निसं)। शहर में ऑनलाइन ठगी की घटनाएं लगातार बढ़ती जा रही हैं और सायबर अपराधी नए-नए तरीकों से लोगों को अपना शिकार बना रहे हैं। ताजा मामला कोतवाली थाना क्षेत्र का है, जहां एक महिला से 1.19 लाख रुपए की सायबर ठगी का मामला सामने आया है। जानकारी के अनुसार वैशाली नगर निवासी जेनिका जोनजान को सायबर ठगों ने लालच देकर अपने जाल में फंसा लिया।	[949, 92, 1214, 204]
article-body	[761, 704, 1489, 932]
article-body	[27, 183, 922, 611]
highlights-box	[389, 183, 559, 364]
article-gold-fraud	[208, 1889, 1129, 2352]
article-body	[576, 711, 738, 1238]
ad-title: कार्यालय नगर पालिका, रतनगढ़ (चूरू)	[1217, 1258, 1417, 1275]
masthead-edition-date: राष्ट्रदूत जयपुर, 9 अप्रैल, 2026	[23, 19, 180, 35]
masthead-bar	[11, 14, 1505, 40]
article-tar-road	[580, 1250, 941, 1882]
ad-meta	[1148, 1459, 1485, 1470]
article-kicker: गिरोह का मास्टरमाइंड हेमन्त सहित अनेक आरोपी पुलिस के हाथ नहीं लगे हैं	[413, 1942, 925, 1964]
ad-heading: ई-टेण्डर सूचना संख्या : निर्माण 01/2026-27	[1148, 1473, 1485, 1496]
ad-sign-org: नगर परिषद, ब्यावर	[1425, 2320, 1485, 2330]
ad-title: कार्यालय नगर निगम, उदयपुर	[1231, 1658, 1402, 1676]
ad-sign-org: नगर परिषद बारां	[1433, 1613, 1485, 1623]
highlight-item	[768, 1058, 926, 1071]
registration-cross-ic on: ⊕	[367, 2369, 382, 2388]
registration-plus-icon: +	[2, 1325, 12, 1342]
